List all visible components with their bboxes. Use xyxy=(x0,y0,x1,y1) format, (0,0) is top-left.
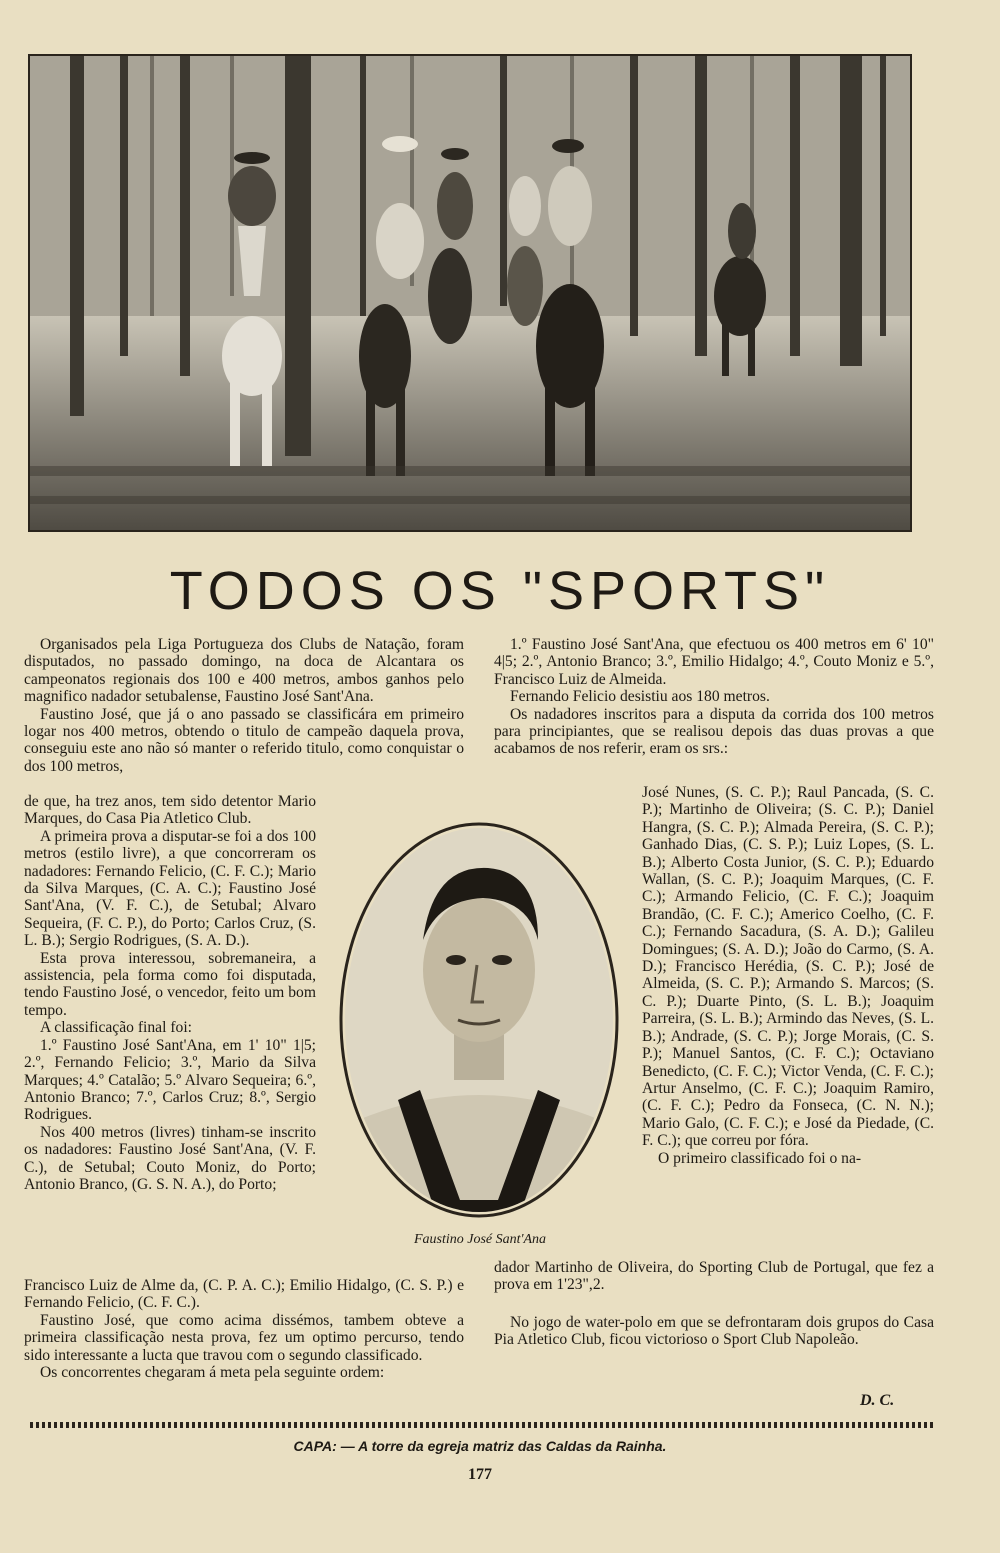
paragraph: 1.º Faustino José Sant'Ana, que efectuou os 400 metros em 6' 10" 4|5; 2.º, Antonio Branco; 3.º, Emilio Hidalgo; 4.º, Couto Moniz e 5.º, Francisco Luiz de Almeida. xyxy=(494,636,934,688)
paragraph: Os nadadores inscritos para a disputa da corrida dos 100 metros para principiantes, que se realisou depois das duas provas a que acabamos de nos referir, eram os srs.: xyxy=(494,705,934,758)
forest-riders-illustration xyxy=(30,56,910,530)
horse-riders-photo xyxy=(28,54,912,532)
paragraph: 1.º Faustino José Sant'Ana, em 1' 10" 1|5; 2.º, Fernando Felicio; 3.º, Mario da Silva Marques; 4.º Catalão; 5.º Alvaro Sequeira; 6.º, Antonio Branco; 7.º, Carlos Cruz; 8.º, Sergio Rodrigues. xyxy=(24,1036,316,1124)
left-column-narrow xyxy=(24,793,316,1193)
paragraph: Fernando Felicio desistiu aos 180 metros. xyxy=(510,688,770,706)
left-column-top xyxy=(24,636,464,775)
right-column-narrow xyxy=(642,784,934,1167)
page-number: 177 xyxy=(468,1466,492,1483)
intro-paragraph: Organisados pela Liga Portugueza dos Clubs de Natação, foram disputados, no passado domingo, na doca de Alcantara os campeonatos regionais dos 100 e 400 metros, ambos ganhos pelo magnifico nadador setubalense, Faustino José Sant'Ana. xyxy=(24,636,464,706)
portrait-caption: Faustino José Sant'Ana xyxy=(413,1232,547,1247)
paragraph: dador Martinho de Oliveira, do Sporting Club de Portugal, que fez a prova em 1'23",2. xyxy=(494,1259,934,1294)
swimmer-portrait xyxy=(338,820,620,1220)
dotted-divider xyxy=(30,1422,936,1428)
paragraph: Os concorrentes chegaram á meta pela seguinte ordem: xyxy=(40,1364,385,1382)
cover-caption: CAPA: — A torre da egreja matriz das Caldas da Rainha. xyxy=(293,1438,667,1454)
paragraph: No jogo de water-polo em que se defrontaram dois grupos do Casa Pia Atletico Club, ficou victorioso o Sport Club Napoleão. xyxy=(494,1313,934,1349)
paragraph: José Nunes, (S. C. P.); Raul Pancada, (S. C. P.); Martinho de Oliveira; (S. C. P.); Daniel Hangra, (S. C. P.); Almada Pereira, (S. C. P.); Ganhado Dias, (C. S. P.); Luiz Lopes, (S. L. B.); Alberto Costa Junior, (S. C. P.); Eduardo Wallan, (S. C. P.); Joaquim Marques, (C. F. C.); Armando Felicio, (C. F. C.); Joaquim Brandão, (C. F. C.); Americo Coelho, (C. F. C.); Fernando Sacadura, (S. A. D.); Galileu Domingues; (S. A. D.); João do Carmo, (S. A. D.); Francisco Herédia, (S. C. P.); José de Almeida, (S. C. P.); Armando S. Marcos; (S. C. P.); Duarte Pinto, (S. L. B.); Joaquim Parreira, (S. L. B.); Armindo das Neves, (S. L. B.); Andrade, (S. C. P.); Jorge Morais, (C. S. P.); Manuel Santos, (C. F. C.); Octaviano Benedicto, (C. F. C.); Victor Venda, (C. F. C.); Artur Anselmo, (C. F. C.); Joaquim Ramiro, (C. F. C.); Pedro da Fonseca, (C. N. N.); Mario Galo, (C. F. C.); e José da Piedade, (C. F. C.); que correu por fóra. xyxy=(642,784,934,1150)
paragraph: Esta prova interessou, sobremaneira, a assistencia, pela forma como foi disputada, tendo Faustino José, o vencedor, feito um bom tempo. xyxy=(24,949,316,1019)
paragraph: Nos 400 metros (livres) tinham-se inscrito os nadadores: Faustino José Sant'Ana, (V. F. C.), de Setubal; Couto Moniz, do Porto; Antonio Branco, (G. S. N. A.), do Porto; xyxy=(24,1123,316,1193)
author-signature: D. C. xyxy=(860,1392,895,1409)
article-title: TODOS OS "SPORTS" xyxy=(169,561,831,621)
right-column-top xyxy=(494,636,934,758)
paragraph: A classificação final foi: xyxy=(40,1019,192,1037)
paragraph: Faustino José, que já o ano passado se classificára em primeiro logar nos 400 metros, obtendo o titulo de campeão daquela prova, conseguiu este ano não só manter o referido titulo, como conquistar o dos 100 metros, xyxy=(24,705,464,775)
paragraph: A primeira prova a disputar-se foi a dos 100 metros (estilo livre), a que concorreram os nadadores: Fernando Felicio, (C. F. C.); Mario da Silva Marques, (C. A. C.); Faustino José Sant'Ana, (V. F. C.), de Setubal; Alvaro Sequeira, (F. C. P.), do Porto; Carlos Cruz, (S. L. B.); Sergio Rodrigues, (S. A. D.). xyxy=(24,827,316,950)
portrait-photo xyxy=(338,820,620,1220)
left-column-bottom xyxy=(24,1277,464,1381)
paragraph: O primeiro classificado foi o na- xyxy=(658,1149,862,1167)
right-column-bottom xyxy=(494,1259,934,1349)
paragraph: Faustino José, que como acima dissémos, tambem obteve a primeira classificação nesta prova, fez um optimo percurso, tendo sido interessante a lucta que travou com o segundo classificado. xyxy=(24,1311,464,1364)
paragraph: de que, ha trez anos, tem sido detentor Mario Marques, do Casa Pia Atletico Club. xyxy=(24,793,316,828)
paragraph: Francisco Luiz de Alme da, (C. P. A. C.); Emilio Hidalgo, (C. S. P.) e Fernando Felicio, (C. F. C.). xyxy=(24,1277,464,1312)
